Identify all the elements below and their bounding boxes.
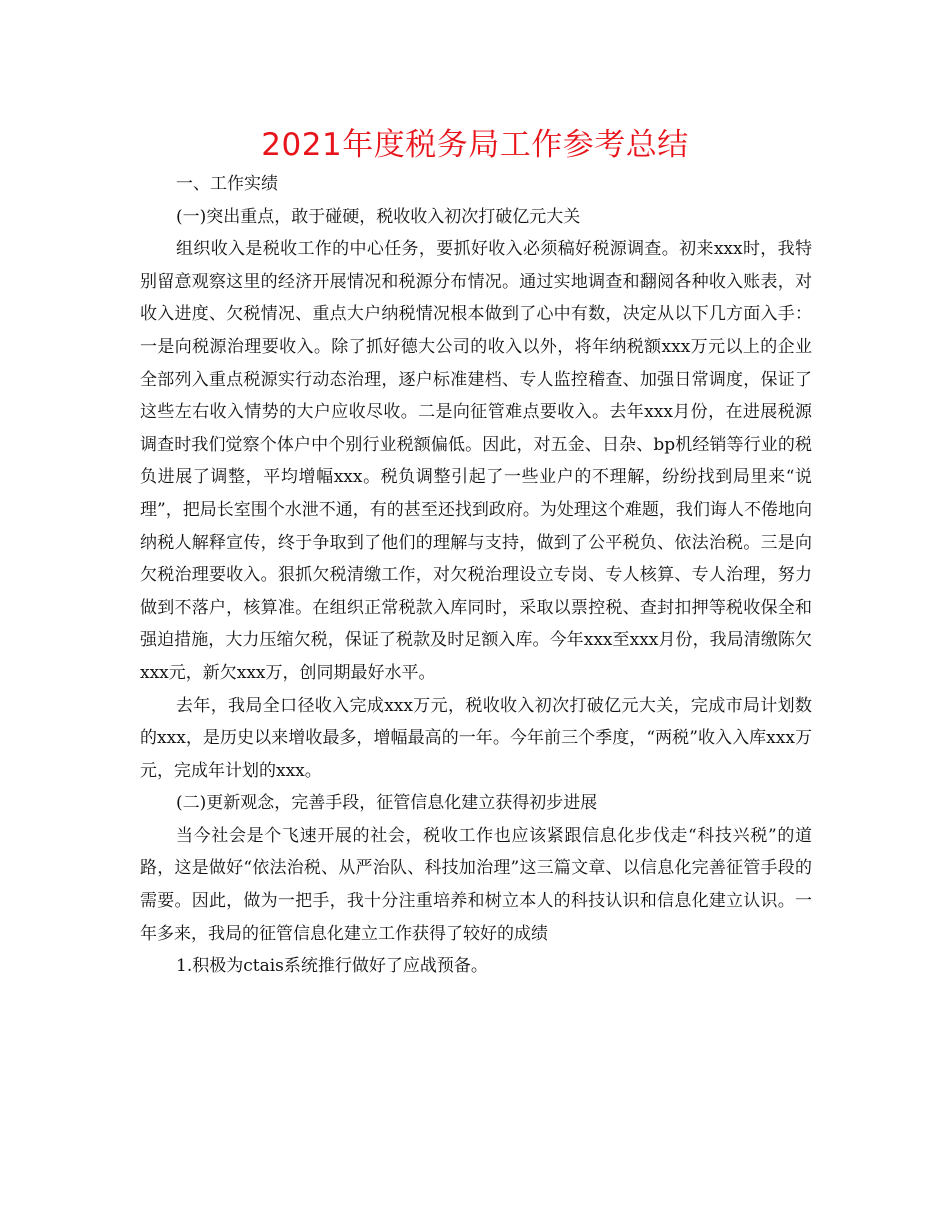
- document-title: 2021年度税务局工作参考总结: [261, 127, 689, 163]
- document-body: [140, 168, 812, 983]
- body-paragraph: 去年，我局全口径收入完成xxx万元，税收收入初次打破亿元大关，完成市局计划数的xxx，是历史以来增收最多，增幅最高的一年。今年前三个季度，“两税”收入入库xxx万元，完成年计划的xxx。: [140, 695, 812, 781]
- body-paragraph: 当今社会是个飞速开展的社会，税收工作也应该紧跟信息化步伐走“科技兴税”的道路，这是做好“依法治税、从严治队、科技加治理”这三篇文章、以信息化完善征管手段的需要。因此，做为一把手，我十分注重培养和树立本人的科技认识和信息化建立认识。一年多来，我局的征管信息化建立工作获得了较好的成绩: [140, 825, 812, 944]
- section-heading: 一、工作实绩: [176, 174, 278, 194]
- list-item: 1.积极为ctais系统推行做好了应战预备。: [176, 956, 488, 977]
- subsection-heading: (一)突出重点，敢于碰硬，税收收入初次打破亿元大关: [176, 206, 581, 227]
- subsection-heading: (二)更新观念，完善手段，征管信息化建立获得初步进展: [176, 793, 598, 814]
- body-paragraph: 组织收入是税收工作的中心任务，要抓好收入必须稿好税源调查。初来xxx时，我特别留意观察这里的经济开展情况和税源分布情况。通过实地调查和翻阅各种收入账表，对收入进度、欠税情况、重点大户纳税情况根本做到了心中有数，决定从以下几方面入手：一是向税源治理要收入。除了抓好德大公司的收入以外，将年纳税额xxx万元以上的企业全部列入重点税源实行动态治理，逐户标准建档、专人监控稽查、加强日常调度，保证了这些左右收入情势的大户应收尽收。二是向征管难点要收入。去年xxx月份，在进展税源调查时我们觉察个体户中个别行业税额偏低。因此，对五金、日杂、bp机经销等行业的税负进展了调整，平均增幅xxx。税负调整引起了一些业户的不理解，纷纷找到局里来“说理”，把局长室围个水泄不通，有的甚至还找到政府。为处理这个难题，我们诲人不倦地向纳税人解释宣传，终于争取到了他们的理解与支持，做到了公平税负、依法治税。三是向欠税治理要收入。狠抓欠税清缴工作，对欠税治理设立专岗、专人核算、专人治理，努力做到不落户，核算准。在组织正常税款入库同时，采取以票控税、查封扣押等税收保全和强迫措施，大力压缩欠税，保证了税款及时足额入库。今年xxx至xxx月份，我局清缴陈欠xxx元，新欠xxx万，创同期最好水平。: [140, 239, 812, 683]
